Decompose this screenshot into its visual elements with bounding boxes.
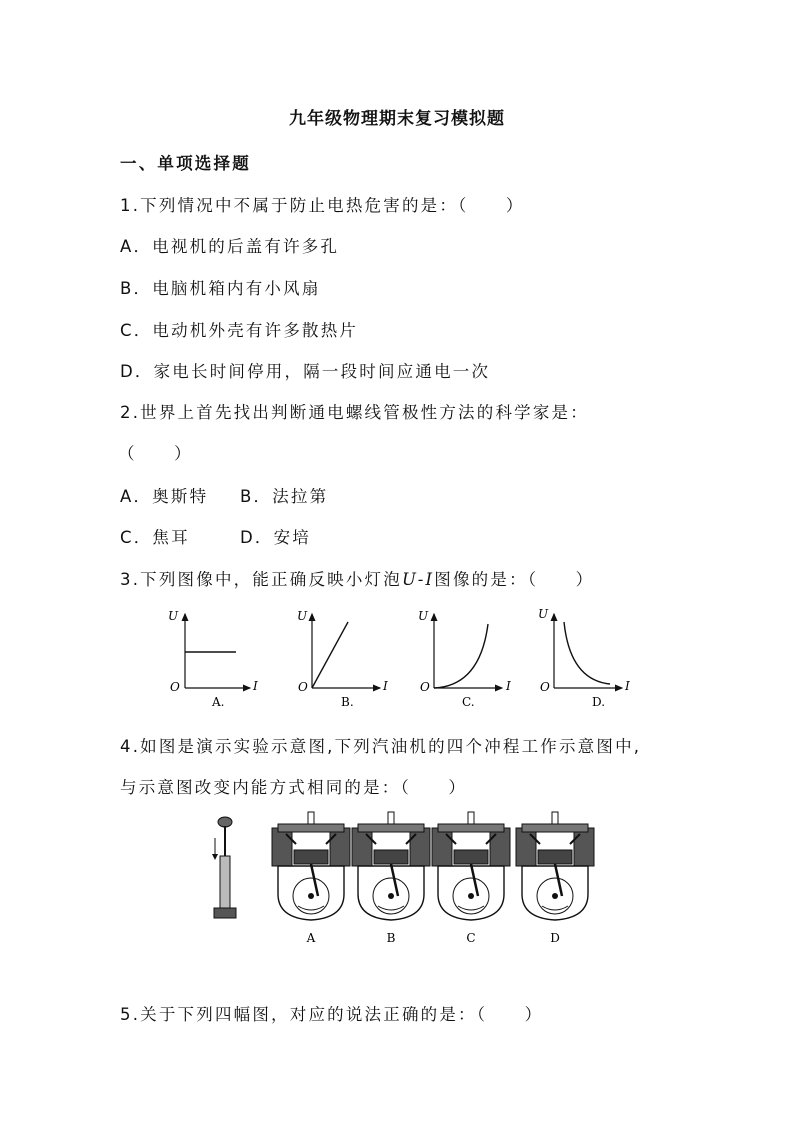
graph-c-u-label: U	[418, 609, 429, 623]
engine-c	[432, 812, 510, 945]
q3-graph-b	[297, 609, 388, 709]
graph-c-label: C.	[462, 695, 475, 709]
q2-stem: 2.世界上首先找出判断通电螺线管极性方法的科学家是：	[120, 403, 589, 422]
q3-stem-var: U-I	[401, 570, 435, 589]
q2-option-d: D．安培	[240, 528, 312, 547]
graph-b-origin: O	[298, 680, 308, 694]
q1-option-d: D．家电长时间停用，隔一段时间应通电一次	[120, 362, 491, 381]
graph-a-u-label: U	[168, 609, 179, 623]
q2-option-b: B．法拉第	[240, 487, 329, 506]
graph-d-label: D.	[592, 695, 606, 709]
section-heading: 一、单项选择题	[120, 154, 251, 173]
q1-option-b: B．电脑机箱内有小风扇	[120, 279, 321, 298]
graph-d-curve	[564, 622, 610, 684]
q4-stem-line-2: 与示意图改变内能方式相同的是：（ ）	[120, 778, 468, 797]
q4-stem-line-1: 4.如图是演示实验示意图,下列汽油机的四个冲程工作示意图中,	[120, 737, 642, 756]
q2-option-a: A．奥斯特	[120, 487, 209, 506]
engine-d	[516, 812, 594, 945]
graph-b-i-label: I	[383, 679, 388, 693]
graph-b-label: B.	[341, 695, 354, 709]
q2-answer-paren: （ ）	[118, 444, 193, 463]
q1-option-c: C．电动机外壳有许多散热片	[120, 321, 359, 340]
engine-a	[272, 812, 350, 945]
graph-d-i-label: I	[625, 679, 630, 693]
q3-stem-pre: 3.下列图像中，能正确反映小灯泡	[120, 570, 402, 589]
q2-options-row-2	[120, 524, 311, 548]
graph-a-i-label: I	[253, 679, 258, 693]
engine-b	[352, 812, 430, 945]
graph-c-origin: O	[420, 680, 430, 694]
graph-a-label: A.	[212, 695, 225, 709]
q3-stem-post: 图像的是：（ ）	[434, 570, 595, 589]
graph-b-u-label: U	[297, 609, 308, 623]
demo-apparatus	[212, 817, 236, 918]
q2-option-c: C．焦耳	[120, 528, 190, 547]
q3-graph-d	[538, 607, 630, 709]
q1-option-a: A．电视机的后盖有许多孔	[120, 237, 340, 256]
q3-stem	[120, 566, 594, 590]
engine-d-label: D	[550, 931, 560, 945]
graph-b-curve	[312, 622, 348, 688]
engine-b-label: B	[386, 931, 396, 945]
q2-options-row-1	[120, 483, 328, 507]
graph-c-curve	[434, 624, 488, 688]
q3-graph-a	[168, 609, 258, 709]
graph-a-origin: O	[170, 680, 180, 694]
q3-graphs	[150, 600, 650, 712]
q4-figure	[200, 808, 600, 948]
graph-d-origin: O	[540, 680, 550, 694]
q5-stem: 5.关于下列四幅图，对应的说法正确的是：（ ）	[120, 1005, 544, 1024]
graph-d-u-label: U	[538, 607, 549, 621]
q3-graph-c	[418, 609, 511, 709]
engine-a-label: A	[306, 931, 316, 945]
graph-c-i-label: I	[506, 679, 511, 693]
page-title: 九年级物理期末复习模拟题	[289, 109, 505, 129]
engine-c-label: C	[466, 931, 476, 945]
q1-stem: 1.下列情况中不属于防止电热危害的是：（ ）	[120, 196, 525, 215]
